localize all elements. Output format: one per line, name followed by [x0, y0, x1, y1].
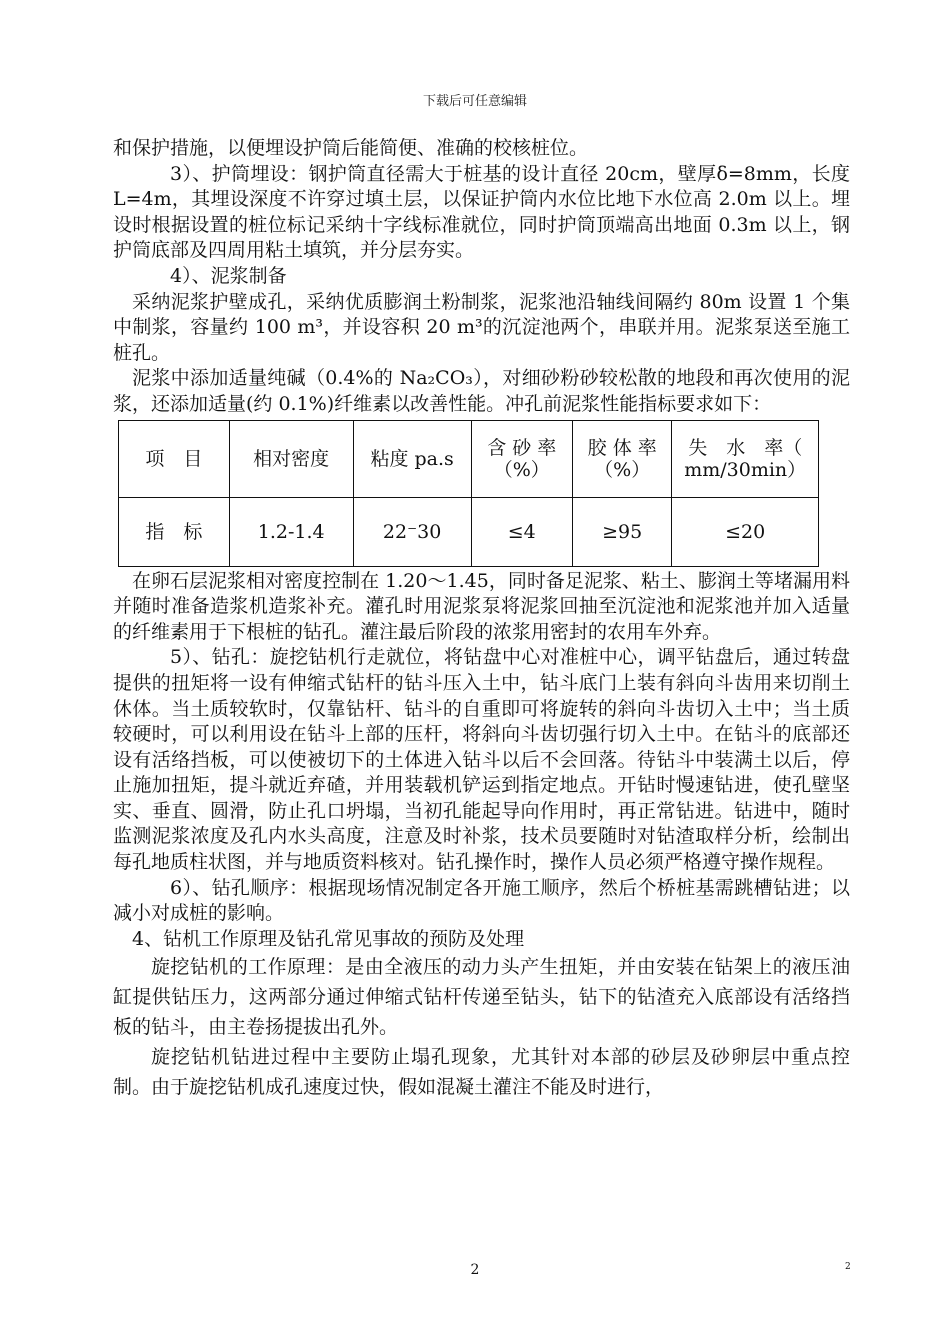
- table-header-row: [119, 420, 819, 497]
- paragraph-drilling-order: 6）、钻孔顺序：根据现场情况制定各开施工顺序，然后个桥桩基需跳槽钻进；以减小对成桩的影响。: [113, 876, 850, 925]
- paragraph-casing-burial: 3）、护筒埋设：钢护筒直径需大于桩基的设计直径 20cm，壁厚δ=8mm，长度 L=4m，其埋设深度不许穿过填土层，以保证护筒内水位比地下水位高 2.0m 以上。埋设时根据设置的桩位标记采纳十字线标准就位，同时护筒顶端高出地面 0.3m 以上，钢护筒底部及四周用粘土填筑，并分层夯实。: [113, 162, 850, 262]
- section-heading-mud-prep: 4）、泥浆制备: [170, 264, 287, 287]
- document-body: [113, 136, 850, 1102]
- section-heading-principle: 4、钻机工作原理及钻孔常见事故的预防及处理: [132, 927, 525, 950]
- table-header-cell: 粘度 pa.s: [353, 420, 471, 497]
- mud-performance-table: [118, 420, 822, 567]
- table-cell: 22⁻30: [353, 497, 471, 566]
- corner-page-mark: 2: [845, 1262, 851, 1272]
- page-header-note: 下载后可任意编辑: [422, 94, 527, 109]
- paragraph-drilling: 5）、钻孔：旋挖钻机行走就位，将钻盘中心对准桩中心，调平钻盘后，通过转盘提供的扭矩将一设有伸缩式钻杆的钻斗压入土中，钻斗底门上装有斜向斗齿用来切削土休体。当土质较软时，仅靠钻杆、钻斗的自重即可将旋转的斜向斗齿切入土中；当土质较硬时，可以利用设在钻斗上部的压杆，将斜向斗齿切强行切入土中。在钻斗的底部还设有活络挡板，可以使被切下的土体进入钻斗以后不会回落。待钻斗中装满土以后，停止施加扭矩，提斗就近弃碴，并用装载机铲运到指定地点。开钻时慢速钻进，使孔壁坚实、垂直、圆滑，防止孔口坍塌，当初孔能起导向作用时，再正常钻进。钻进中，随时监测泥浆浓度及孔内水头高度，注意及时补浆，技术员要随时对钻渣取样分析，绘制出每孔地质柱状图，并与地质资料核对。钻孔操作时，操作人员必须严格遵守操作规程。: [113, 646, 850, 874]
- paragraph-collapse-prevention: 旋挖钻机钻进过程中主要防止塌孔现象，尤其针对本部的砂层及砂卵层中重点控制。由于旋挖钻机成孔速度过快，假如混凝土灌注不能及时进行，: [113, 1046, 850, 1099]
- table-header-cell: 胶 体 率（%）: [573, 420, 672, 497]
- table-header-cell: 项 目: [119, 420, 230, 497]
- table-header-cell: 相对密度: [229, 420, 353, 497]
- paragraph-working-principle: 旋挖钻机的工作原理：是由全液压的动力头产生扭矩，并由安装在钻架上的液压油缸提供钻压力，这两部分通过伸缩式钻杆传递至钻头，钻下的钻渣充入底部设有活络挡板的钻斗，由主卷扬提拔出孔外。: [113, 956, 850, 1039]
- table-row: [119, 497, 819, 566]
- table-cell: ≤20: [672, 497, 819, 566]
- table-cell: 指 标: [119, 497, 230, 566]
- paragraph-pebble-layer: 在卵石层泥浆相对密度控制在 1.20～1.45，同时备足泥浆、粘土、膨润土等堵漏用料并随时准备造浆机造浆补充。灌孔时用泥浆泵将泥浆回抽至沉淀池和泥浆池并加入适量的纤维素用于下根桩的钻孔。灌注最后阶段的浓浆用密封的农用车外弃。: [113, 569, 850, 643]
- paragraph-mud-additive: 泥浆中添加适量纯碱（0.4%的 Na₂CO₃），对细砂粉砂较松散的地段和再次使用的泥浆，还添加适量(约 0.1%)纤维素以改善性能。冲孔前泥浆性能指标要求如下：: [113, 367, 850, 415]
- page-number: 2: [470, 1262, 480, 1278]
- table-header-cell: 含 砂 率（%）: [471, 420, 572, 497]
- table-cell: 1.2-1.4: [229, 497, 353, 566]
- table-cell: ≥95: [573, 497, 672, 566]
- table-cell: ≤4: [471, 497, 572, 566]
- table-header-cell: 失 水 率（ mm/30min）: [672, 420, 819, 497]
- paragraph-mud-prep: 采纳泥浆护壁成孔，采纳优质膨润土粉制浆，泥浆池沿轴线间隔约 80m 设置 1 个集中制浆，容量约 100 m³，并设容积 20 m³的沉淀池两个，串联并用。泥浆泵送至施工桩孔。: [113, 290, 850, 364]
- paragraph: 和保护措施，以便埋设护筒后能简便、准确的校核桩位。: [113, 137, 589, 159]
